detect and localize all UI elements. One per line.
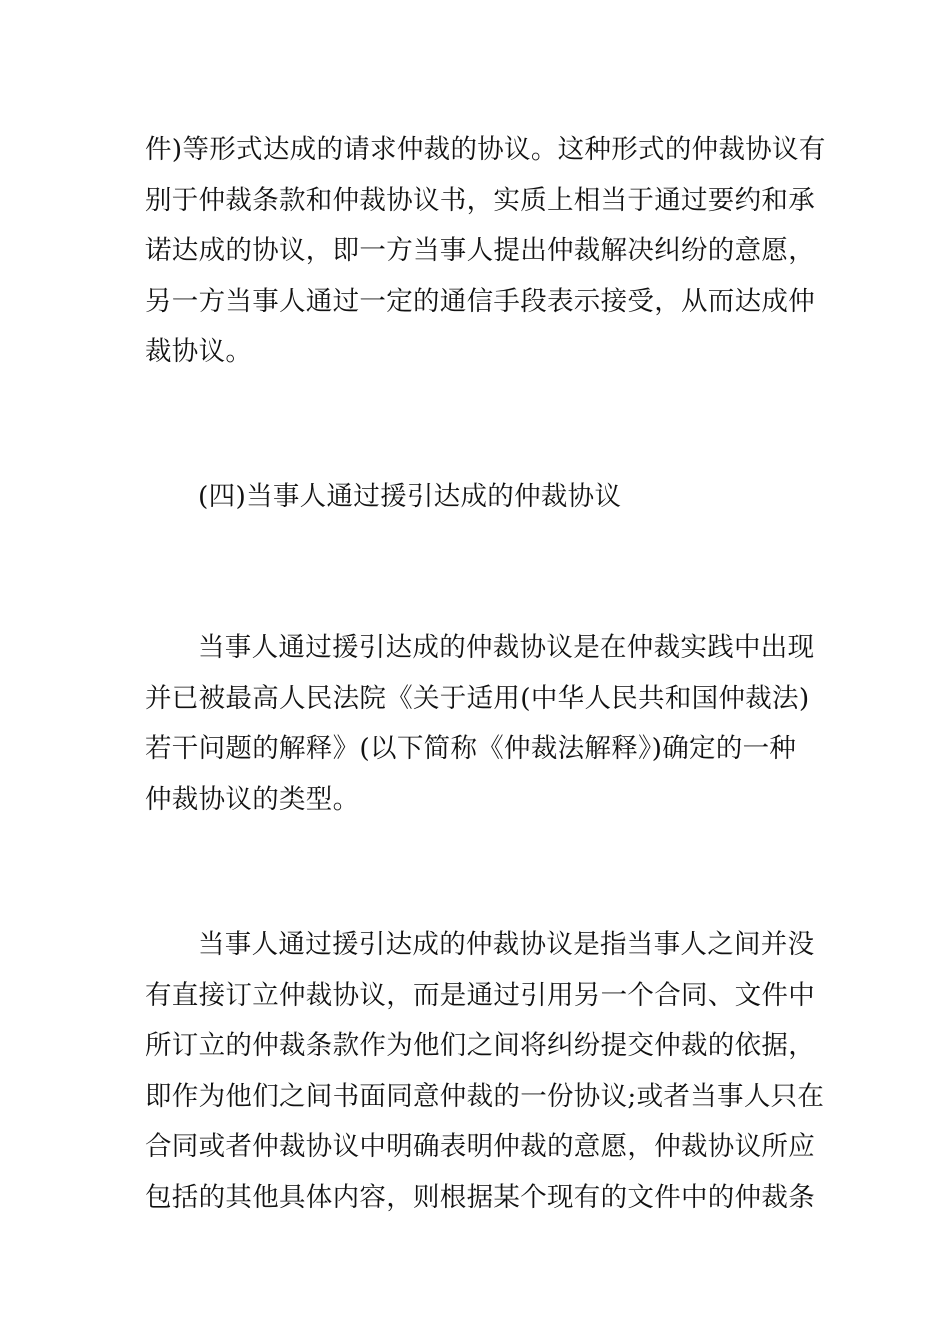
heading-text: (四)当事人通过援引达成的仲裁协议 (198, 481, 622, 512)
text-line: 合同或者仲裁协议中明确表明仲裁的意愿，仲裁协议所应 (145, 1131, 815, 1162)
paragraph-definition-detail (145, 920, 825, 1223)
text-line: 裁协议。 (145, 336, 253, 367)
text-line: 包括的其他具体内容，则根据某个现有的文件中的仲裁条 (145, 1181, 815, 1213)
text-line: 诺达成的协议，即一方当事人提出仲裁解决纠纷的意愿， (145, 235, 815, 266)
text-line: 所订立的仲裁条款作为他们之间将纠纷提交仲裁的依据， (145, 1030, 815, 1061)
text-line: 并已被最高人民法院《关于适用(中华人民共和国仲裁法) (145, 682, 810, 714)
text-line: 即作为他们之间书面同意仲裁的一份协议;或者当事人只在 (145, 1080, 825, 1112)
section-heading (145, 472, 815, 523)
text-line: 仲裁协议的类型。 (145, 783, 360, 815)
paragraph-continuation (145, 125, 826, 378)
text-line: 另一方当事人通过一定的通信手段表示接受，从而达成仲 (145, 285, 815, 317)
text-line: 当事人通过援引达成的仲裁协议是指当事人之间并没 (198, 929, 815, 960)
paragraph-definition-intro (145, 623, 815, 825)
text-line: 若干问题的解释》(以下简称《仲裁法解释》)确定的一种 (145, 733, 797, 764)
text-line: 有直接订立仲裁协议，而是通过引用另一个合同、文件中 (145, 979, 815, 1011)
text-line: 当事人通过援引达成的仲裁协议是在仲裁实践中出现 (198, 632, 815, 663)
text-line: 件)等形式达成的请求仲裁的协议。这种形式的仲裁协议有 (145, 134, 826, 165)
text-line: 别于仲裁条款和仲裁协议书，实质上相当于通过要约和承 (145, 184, 815, 216)
